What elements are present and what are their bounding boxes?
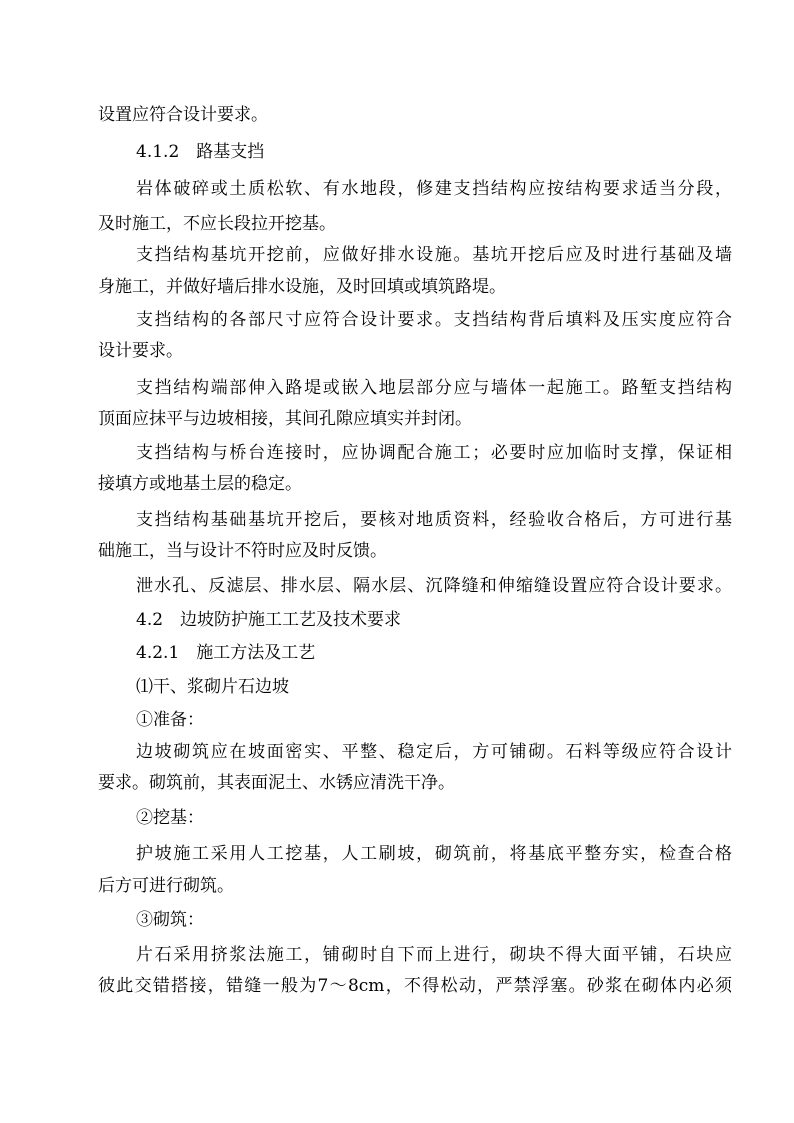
- text-line: 础施工，当与设计不符时应及时反馈。: [98, 541, 387, 561]
- text-line: 后方可进行砌筑。: [98, 876, 234, 896]
- text-line: 岩体破碎或土质松软、有水地段，修建支挡结构应按结构要求适当分段，: [136, 179, 732, 199]
- subsection-heading: ⑴干、浆砌片石边坡: [136, 677, 289, 697]
- text-line: 彼此交错搭接，错缝一般为7～8cm，不得松动，严禁浮塞。砂浆在砌体内必须: [98, 976, 732, 996]
- text-line: 及时施工，不应长段拉开挖基。: [98, 214, 336, 234]
- section-heading: 4.1.2 路基支挡: [136, 142, 265, 162]
- text-line: 支挡结构端部伸入路堤或嵌入地层部分应与墙体一起施工。路堑支挡结构: [136, 378, 732, 398]
- text-line: 支挡结构与桥台连接时，应协调配合施工；必要时应加临时支撑，保证相: [136, 443, 732, 463]
- section-heading: 4.2.1 施工方法及工艺: [136, 643, 316, 663]
- text-line: 要求。砌筑前，其表面泥土、水锈应清洗干净。: [98, 773, 455, 793]
- text-line: 设计要求。: [98, 341, 183, 361]
- text-line: 顶面应抹平与边坡相接，其间孔隙应填实并封闭。: [98, 409, 472, 429]
- step-heading: ③砌筑：: [136, 910, 204, 930]
- text-line: 身施工，并做好墙后排水设施，及时回填或填筑路堤。: [98, 277, 506, 297]
- text-line: 支挡结构基坑开挖前，应做好排水设施。基坑开挖后应及时进行基础及墙: [136, 245, 732, 265]
- step-heading: ①准备：: [136, 710, 204, 730]
- text-line: 片石采用挤浆法施工，铺砌时自下而上进行，砌块不得大面平铺，石块应: [136, 945, 732, 965]
- step-heading: ②挖基：: [136, 808, 204, 828]
- text-line: 支挡结构的各部尺寸应符合设计要求。支挡结构背后填料及压实度应符合: [136, 310, 732, 330]
- text-line: 接填方或地基土层的稳定。: [98, 474, 302, 494]
- text-line: 边坡砌筑应在坡面密实、平整、稳定后，方可铺砌。石料等级应符合设计: [136, 742, 732, 762]
- section-heading: 4.2 边坡防护施工工艺及技术要求: [136, 610, 402, 630]
- text-line: 泄水孔、反滤层、排水层、隔水层、沉降缝和伸缩缝设置应符合设计要求。: [136, 576, 732, 596]
- text-line: 护坡施工采用人工挖基，人工刷坡，砌筑前，将基底平整夯实，检查合格: [136, 844, 732, 864]
- text-line: 设置应符合设计要求。: [98, 105, 268, 125]
- text-line: 支挡结构基础基坑开挖后，要核对地质资料，经验收合格后，方可进行基: [136, 510, 732, 530]
